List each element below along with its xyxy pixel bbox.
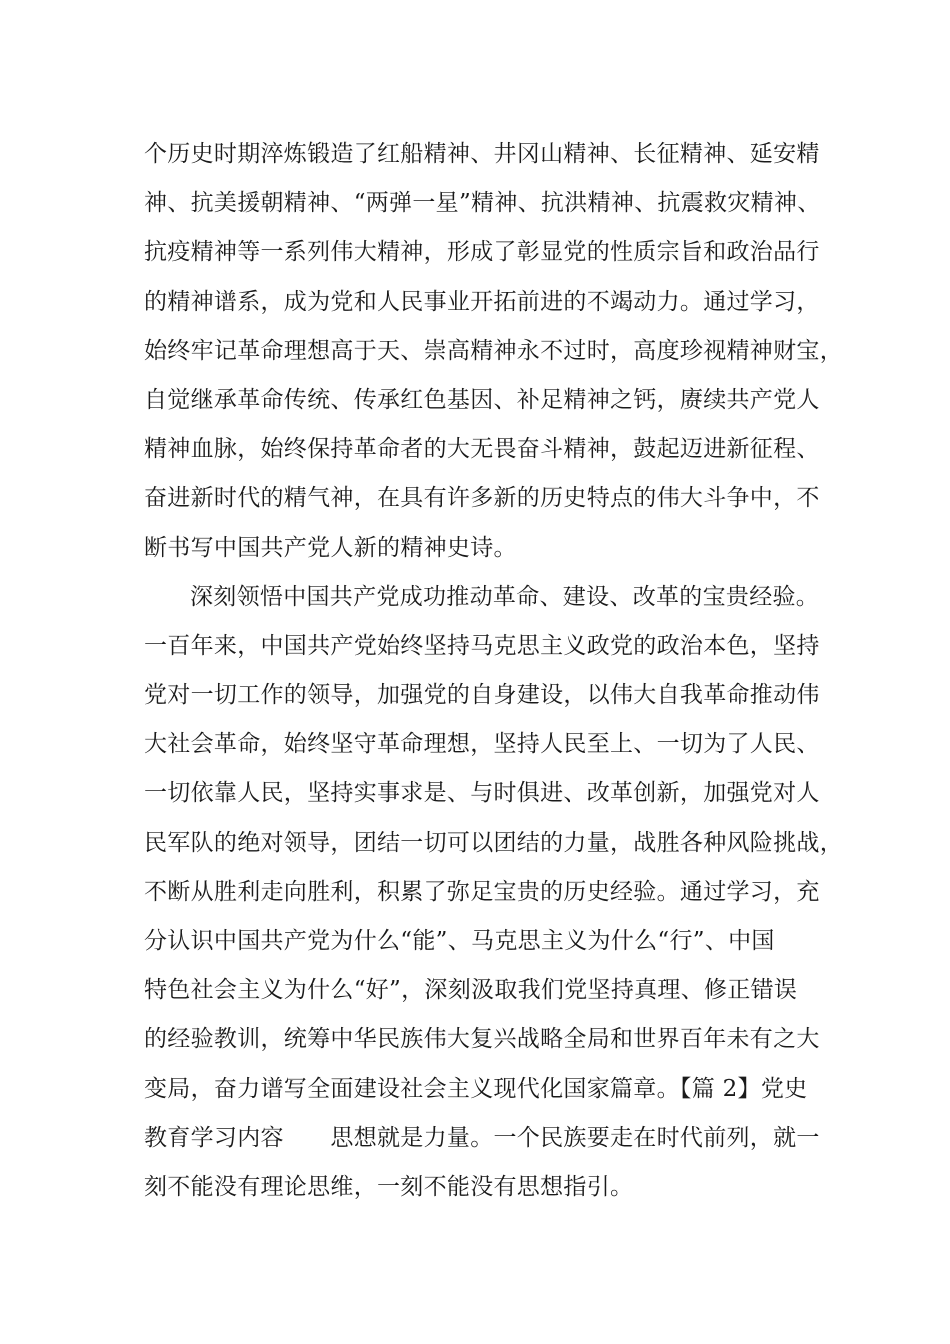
text-line: 特色社会主义为什么“好”，深刻汲取我们党坚持真理、修正错误 <box>144 977 798 1004</box>
text-line: 自觉继承革命传统、传承红色基因、补足精神之钙，赓续共产党人 <box>144 386 820 413</box>
text-line: 抗疫精神等一系列伟大精神，形成了彰显党的性质宗旨和政治品行 <box>144 239 820 266</box>
body-text <box>144 130 843 1212</box>
text-line: 分认识中国共产党为什么“能”、马克思主义为什么“行”、中国 <box>144 928 775 954</box>
paragraph-start-line: 深刻领悟中国共产党成功推动革命、建设、改革的宝贵经验。 <box>190 583 820 610</box>
text-line: 个历史时期淬炼锻造了红船精神、井冈山精神、长征精神、延安精 <box>144 141 820 167</box>
text-line: 不断从胜利走向胜利，积累了弥足宝贵的历史经验。通过学习，充 <box>144 878 820 905</box>
text-line: 一百年来，中国共产党始终坚持马克思主义政党的政治本色，坚持 <box>144 632 820 659</box>
text-line: 的经验教训，统筹中华民族伟大复兴战略全局和世界百年未有之大 <box>144 1026 820 1053</box>
text-line: 奋进新时代的精气神，在具有许多新的历史特点的伟大斗争中，不 <box>144 485 820 512</box>
text-line: 教育学习内容 思想就是力量。一个民族要走在时代前列，就一 <box>144 1124 820 1151</box>
text-line: 断书写中国共产党人新的精神史诗。 <box>144 534 517 561</box>
text-line: 变局，奋力谱写全面建设社会主义现代化国家篇章。【篇 2】党史 <box>144 1075 808 1102</box>
text-line: 始终牢记革命理想高于天、崇高精神永不过时，高度珍视精神财宝， <box>144 337 843 364</box>
text-line: 党对一切工作的领导，加强党的自身建设，以伟大自我革命推动伟 <box>144 682 820 709</box>
text-line: 的精神谱系，成为党和人民事业开拓前进的不竭动力。通过学习， <box>144 288 820 315</box>
text-line: 民军队的绝对领导，团结一切可以团结的力量，战胜各种风险挑战， <box>144 829 843 856</box>
text-line: 精神血脉，始终保持革命者的大无畏奋斗精神，鼓起迈进新征程、 <box>144 436 820 463</box>
text-line: 大社会革命，始终坚守革命理想，坚持人民至上、一切为了人民、 <box>144 731 820 758</box>
text-line: 神、抗美援朝精神、“两弹一星”精神、抗洪精神、抗震救灾精神、 <box>144 190 821 217</box>
text-line: 一切依靠人民，坚持实事求是、与时俱进、改革创新，加强党对人 <box>144 780 820 807</box>
text-line: 刻不能没有理论思维，一刻不能没有思想指引。 <box>144 1173 634 1200</box>
